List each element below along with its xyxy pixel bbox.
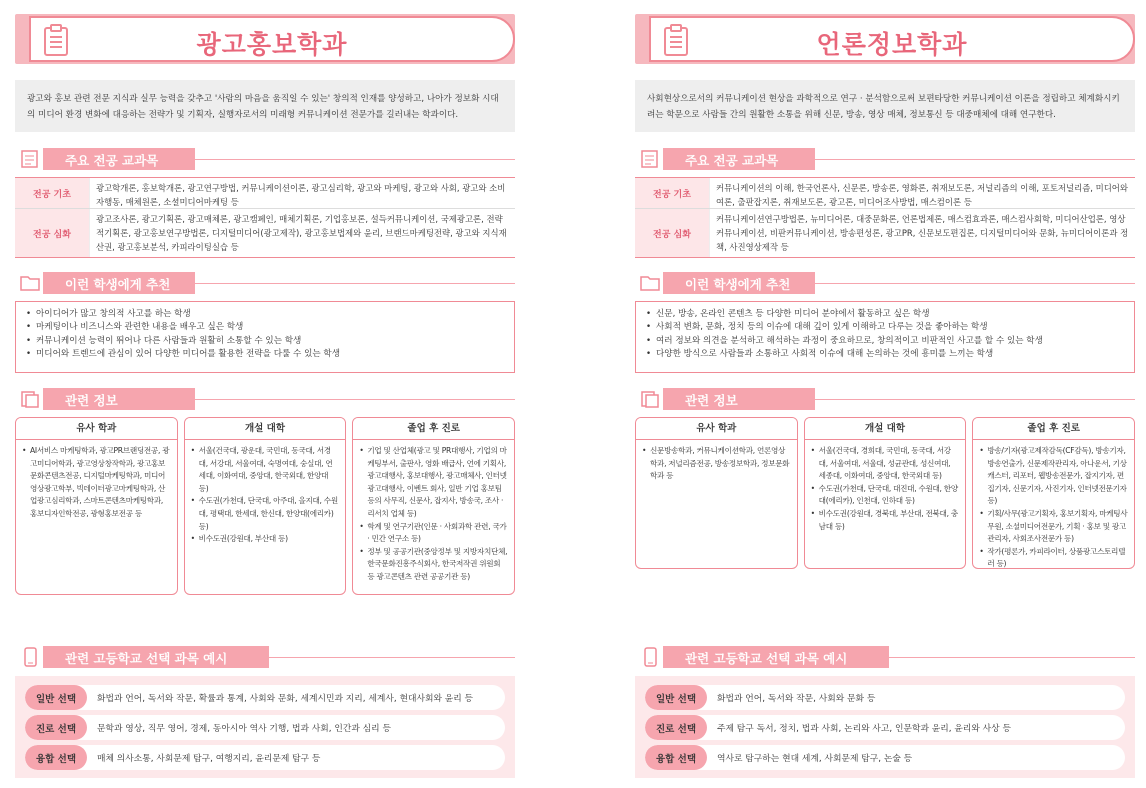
- section-header-courses: [15, 148, 515, 170]
- phone-icon: [637, 646, 663, 668]
- list-item: • 사회적 변화, 문화, 정치 등의 이슈에 대해 깊이 있게 이해하고 다루는 것을 좋아하는 학생: [646, 321, 1124, 334]
- page-title: 언론정보학과: [816, 30, 968, 59]
- list-item: • 서울(건국대, 광운대, 국민대, 동국대, 서경대, 서강대, 서울여대, 숙명여대, 숭실대, 연세대, 이화여대, 중앙대, 한국외대, 한양대 등): [191, 445, 340, 495]
- info-card-careers: [352, 417, 515, 595]
- select-row-label: 융합 선택: [25, 745, 87, 770]
- section-title: 관련 정보: [65, 393, 118, 408]
- info-card-title: 졸업 후 진로: [973, 418, 1134, 440]
- list-item: • 기획/사무(광고기획자, 홍보기획자, 마케팅사무원, 소셜미디어전문가, 기획 · 홍보 및 광고관리자, 사회조사전문가 등): [979, 508, 1128, 546]
- section-header-recommend: [15, 272, 515, 294]
- recommend-list: [15, 301, 515, 373]
- select-row-text: 화법과 언어, 독서와 작문, 확률과 통계, 사회와 문화, 세계시민과 지리, 세계사, 현대사회와 윤리 등: [97, 694, 474, 704]
- info-card-title: 개설 대학: [185, 418, 346, 440]
- section-title: 주요 전공 교과목: [685, 153, 779, 168]
- select-row-label: 진로 선택: [645, 715, 707, 740]
- course-row-text: 커뮤니케이션의 이해, 한국언론사, 신문론, 방송론, 영화론, 취재보도론, 저널리즘의 이해, 포토저널리즘, 미디어와 여론, 출판잡지론, 취재보도론, 광고론, 미디어조사방법, 매스컴이론 등: [709, 178, 1135, 208]
- select-row-label: 융합 선택: [645, 745, 707, 770]
- section-title: 이런 학생에게 추천: [65, 277, 171, 292]
- list-item: • 마케팅이나 비즈니스와 관련한 내용을 배우고 싶은 학생: [26, 321, 504, 334]
- info-card-universities: [184, 417, 347, 595]
- notebook-icon: [637, 148, 663, 170]
- list-item: • 신문방송학과, 커뮤니케이션학과, 언론영상학과, 저널리즘전공, 방송정보학과, 정보문화학과 등: [642, 445, 791, 483]
- select-row-label: 일반 선택: [25, 685, 87, 710]
- description: 사회현상으로서의 커뮤니케이션 현상을 과학적으로 연구 · 분석함으로써 보편타당한 커뮤니케이션 이론을 정립하고 체계화시키려는 학문으로 사람들 간의 원활한 소통을 위해 신문, 방송, 영상 매체, 정보통신 등 대중매체에 대해 연구한다.: [635, 80, 1135, 132]
- title-banner: [635, 14, 1135, 64]
- course-row-label: 전공 기초: [15, 178, 89, 208]
- select-courses: [15, 676, 515, 778]
- section-header-info: [15, 388, 515, 410]
- info-card-title: 유사 학과: [636, 418, 797, 440]
- info-card-universities: [804, 417, 967, 569]
- list-item: • 서울(건국대, 경희대, 국민대, 동국대, 서강대, 서울여대, 서울대, 성균관대, 성신여대, 세종대, 이화여대, 중앙대, 한국외대 등): [811, 445, 960, 483]
- list-item: • 학계 및 연구기관(인문 · 사회과학 관련, 국가 · 민간 연구소 등): [359, 521, 508, 546]
- section-header-select: [15, 646, 515, 668]
- info-card-title: 유사 학과: [16, 418, 177, 440]
- list-item: • 비수도권(강원대, 부산대 등): [191, 533, 340, 546]
- list-item: • 미디어와 트렌드에 관심이 있어 다양한 미디어를 활용한 전략을 다룰 수 있는 학생: [26, 348, 504, 361]
- course-row-text: 광고학개론, 홍보학개론, 광고연구방법, 커뮤니케이션이론, 광고심리학, 광고와 마케팅, 광고와 사회, 광고와 소비자행동, 매체원론, 소셜미디어마케팅 등: [89, 178, 515, 208]
- select-row-label: 일반 선택: [645, 685, 707, 710]
- select-row-general: [25, 685, 505, 710]
- section-title: 이런 학생에게 추천: [685, 277, 791, 292]
- page-title: 광고홍보학과: [196, 30, 348, 59]
- course-row-text: 광고조사론, 광고기획론, 광고매체론, 광고캠페인, 매체기획론, 기업홍보론, 설득커뮤니케이션, 국제광고론, 전략적기획론, 광고홍보연구방법론, 디지털미디어(광고제작), 광고홍보법제와 윤리, 브랜드마케팅전략, 광고와 지식재산권, 광고홍보분석, 카피라이팅실습 등: [89, 209, 515, 257]
- section-title: 관련 정보: [685, 393, 738, 408]
- info-card-title: 개설 대학: [805, 418, 966, 440]
- section-header-recommend: [635, 272, 1135, 294]
- documents-icon: [637, 388, 663, 410]
- select-row-label: 진로 선택: [25, 715, 87, 740]
- course-row-basic: [15, 178, 515, 209]
- select-row-text: 매체 의사소통, 사회문제 탐구, 여행지리, 윤리문제 탐구 등: [97, 754, 321, 764]
- title-box: [29, 16, 515, 62]
- select-row-career: [25, 715, 505, 740]
- description: 광고와 홍보 관련 전문 지식과 실무 능력을 갖추고 '사람의 마음을 움직일 수 있는' 창의적 인재를 양성하고, 나아가 정보화 시대의 미디어 환경 변화에 대응하는 전략가 및 기획자, 실행자로서의 미래형 커뮤니케이션 전문가를 길러내는 학과이다.: [15, 80, 515, 132]
- course-row-text: 커뮤니케이션연구방법론, 뉴미디어론, 대중문화론, 언론법제론, 매스컴효과론, 매스컴사회학, 미디어산업론, 영상커뮤니케이션, 비판커뮤니케이션, 방송편성론, 광고PR, 신문보도편집론, 디지털미디어와 문화, 뉴미디어이론과 정책, 사진영상제작 등: [709, 209, 1135, 257]
- title-banner: [15, 14, 515, 64]
- folder-icon: [17, 272, 43, 294]
- documents-icon: [17, 388, 43, 410]
- section-title: 관련 고등학교 선택 과목 예시: [65, 651, 228, 666]
- list-item: • 신문, 방송, 온라인 콘텐츠 등 다양한 미디어 분야에서 활동하고 싶은 학생: [646, 308, 1124, 321]
- info-card-similar: [635, 417, 798, 569]
- list-item: • 작가(평론가, 카피라이터, 상품광고스토리텔러 등): [979, 546, 1128, 569]
- course-row-advanced: [635, 209, 1135, 257]
- select-row-fusion: [645, 745, 1125, 770]
- list-item: • 비수도권(강원대, 경북대, 부산대, 전북대, 충남대 등): [811, 508, 960, 533]
- course-row-basic: [635, 178, 1135, 209]
- select-row-general: [645, 685, 1125, 710]
- section-header-courses: [635, 148, 1135, 170]
- list-item: • 방송/기자(광고제작감독(CF감독), 방송기자, 방송연출가, 신문제작관리자, 아나운서, 기상캐스터, 리포터, 웹방송전문가, 잡지기자, 편집기자, 신문기자, 사진기자, 인터넷전문기자 등): [979, 445, 1128, 508]
- folder-icon: [637, 272, 663, 294]
- course-table: [15, 177, 515, 258]
- info-card-title: 졸업 후 진로: [353, 418, 514, 440]
- right-column: [635, 0, 1135, 788]
- course-row-label: 전공 심화: [15, 209, 89, 257]
- list-item: • 다양한 방식으로 사람들과 소통하고 사회적 이슈에 대해 논의하는 것에 흥미를 느끼는 학생: [646, 348, 1124, 361]
- course-table: [635, 177, 1135, 258]
- info-card-similar: [15, 417, 178, 595]
- course-row-label: 전공 기초: [635, 178, 709, 208]
- select-row-text: 주제 탐구 독서, 정치, 법과 사회, 논리와 사고, 인문학과 윤리, 윤리와 사상 등: [717, 724, 1011, 734]
- left-column: [15, 0, 515, 788]
- select-courses: [635, 676, 1135, 778]
- phone-icon: [17, 646, 43, 668]
- title-box: [649, 16, 1135, 62]
- list-item: • 아이디어가 많고 창의적 사고를 하는 학생: [26, 308, 504, 321]
- select-row-text: 역사로 탐구하는 현대 세계, 사회문제 탐구, 논술 등: [717, 754, 913, 764]
- list-item: • AI서비스 마케팅학과, 광고PR브랜딩전공, 광고미디어학과, 광고영상창작학과, 광고홍보문화콘텐츠전공, 디지털마케팅학과, 미디어영상광고학부, 빅데이터광고마케팅학과, 산업광고심리학과, 스마트콘텐츠마케팅학과, 홍보디자인학전공, 광형홍보전공 등: [22, 445, 171, 521]
- info-card-careers: [972, 417, 1135, 569]
- notebook-icon: [17, 148, 43, 170]
- section-header-info: [635, 388, 1135, 410]
- list-item: • 커뮤니케이션 능력이 뛰어나 다른 사람들과 원활히 소통할 수 있는 학생: [26, 335, 504, 348]
- section-header-select: [635, 646, 1135, 668]
- list-item: • 수도권(가천대, 단국대, 대진대, 수원대, 한양대(에리카), 인천대, 인하대 등): [811, 483, 960, 508]
- info-columns: [15, 417, 515, 595]
- select-row-text: 문학과 영상, 직무 영어, 경제, 동아시아 역사 기행, 법과 사회, 인간과 심리 등: [97, 724, 391, 734]
- recommend-list: [635, 301, 1135, 373]
- select-row-fusion: [25, 745, 505, 770]
- course-row-advanced: [15, 209, 515, 257]
- list-item: • 수도권(가천대, 단국대, 아주대, 을지대, 수원대, 평택대, 한세대, 한신대, 한양대(에리카) 등): [191, 495, 340, 533]
- section-title: 관련 고등학교 선택 과목 예시: [685, 651, 848, 666]
- select-row-text: 화법과 언어, 독서와 작문, 사회와 문화 등: [717, 694, 876, 704]
- info-columns: [635, 417, 1135, 569]
- section-title: 주요 전공 교과목: [65, 153, 159, 168]
- list-item: • 여러 정보와 의견을 분석하고 해석하는 과정이 중요하므로, 창의적이고 비판적인 사고를 할 수 있는 학생: [646, 335, 1124, 348]
- list-item: • 정부 및 공공기관(중앙정부 및 지방자치단체, 한국문화진흥주식회사, 한국저작권 위원회 등 광고콘텐츠 관련 공공기관 등): [359, 546, 508, 584]
- select-row-career: [645, 715, 1125, 740]
- list-item: • 기업 및 산업체(광고 및 PR대행사, 기업의 마케팅부서, 출판사, 영화 배급사, 언에 기획사, 광고대행사, 홍보대행사, 광고매체사, 인터넷 광고대행사, 이벤트 회사, 일반 기업 홍보팀 등의 사무직, 신문사, 잡지사, 방송국, 조사 · 리서치 업체 등): [359, 445, 508, 521]
- course-row-label: 전공 심화: [635, 209, 709, 257]
